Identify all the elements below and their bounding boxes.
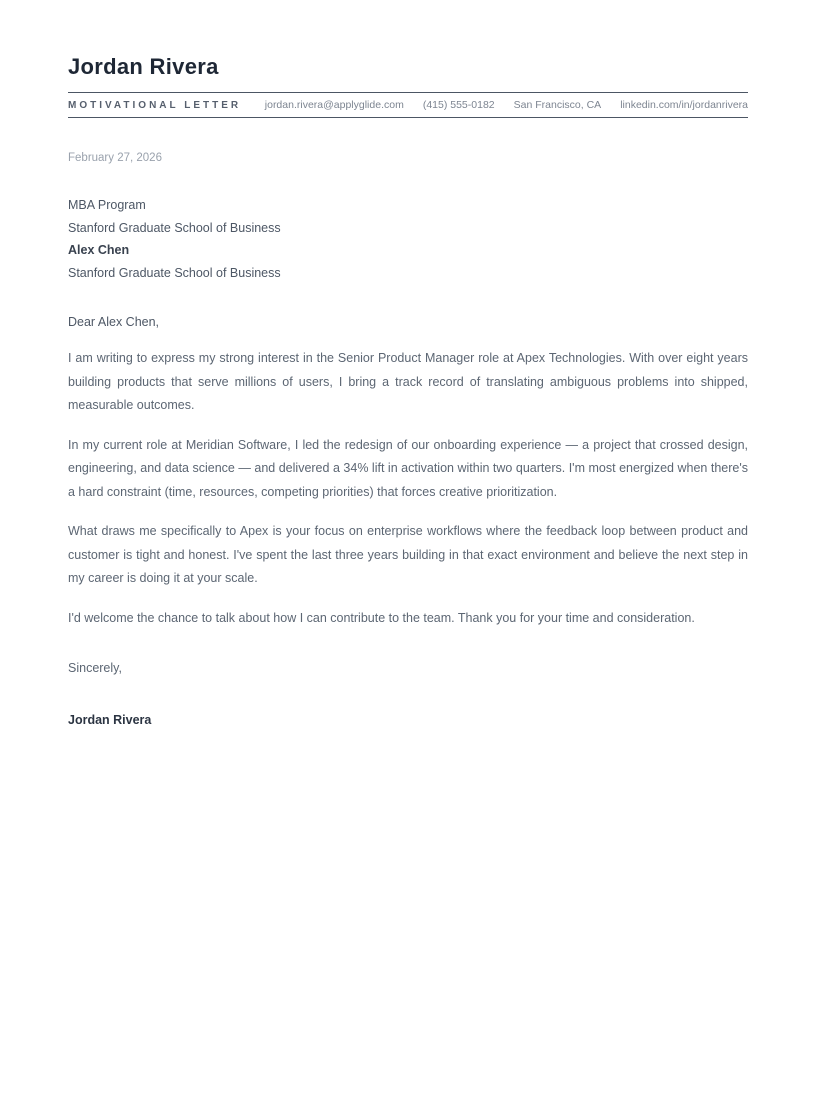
body-paragraph-1: I am writing to express my strong interest in the Senior Product Manager role at Apex Technologies. With over eight years building products that serve millions of users, I bring a track record of translating ambiguous problems into shipped, measurable outcomes.: [68, 351, 748, 412]
contact-list: [265, 99, 748, 111]
recipient-program: MBA Program: [68, 198, 146, 212]
contact-linkedin: linkedin.com/in/jordanrivera: [620, 99, 748, 111]
contact-phone: (415) 555-0182: [422, 99, 495, 111]
document-type-label: MOTIVATIONAL LETTER: [68, 99, 242, 111]
recipient-school: Stanford Graduate School of Business: [68, 220, 281, 235]
body-paragraph-3: What draws me specifically to Apex is your focus on enterprise workflows where the feedback loop between product and customer is tight and honest. I've spent the last three years building in that exact environment and believe the next step in my career is doing it at your scale.: [68, 524, 748, 585]
closing: Sincerely,: [68, 661, 122, 675]
contact-email: jordan.rivera@applyglide.com: [264, 99, 404, 111]
body-paragraph-4: I'd welcome the chance to talk about how I can contribute to the team. Thank you for your time and consideration.: [68, 610, 695, 625]
recipient-name: Alex Chen: [68, 243, 130, 257]
body-paragraph-2: In my current role at Meridian Software, I led the redesign of our onboarding experience — a project that crossed design, engineering, and data science — and delivered a 34% lift in activation within two quarters. I'm most energized when there's a hard constraint (time, resources, competing priorities) that forces creative prioritization.: [68, 437, 748, 499]
salutation: Dear Alex Chen,: [68, 315, 160, 329]
contact-location: San Francisco, CA: [513, 99, 602, 111]
recipient-school-repeat: Stanford Graduate School of Business: [68, 265, 281, 280]
page-title: Jordan Rivera: [68, 54, 219, 79]
header-meta-row: [68, 92, 748, 118]
signature-name: Jordan Rivera: [68, 713, 152, 727]
recipient-block: [68, 194, 748, 284]
letter-date: February 27, 2026: [68, 152, 162, 164]
